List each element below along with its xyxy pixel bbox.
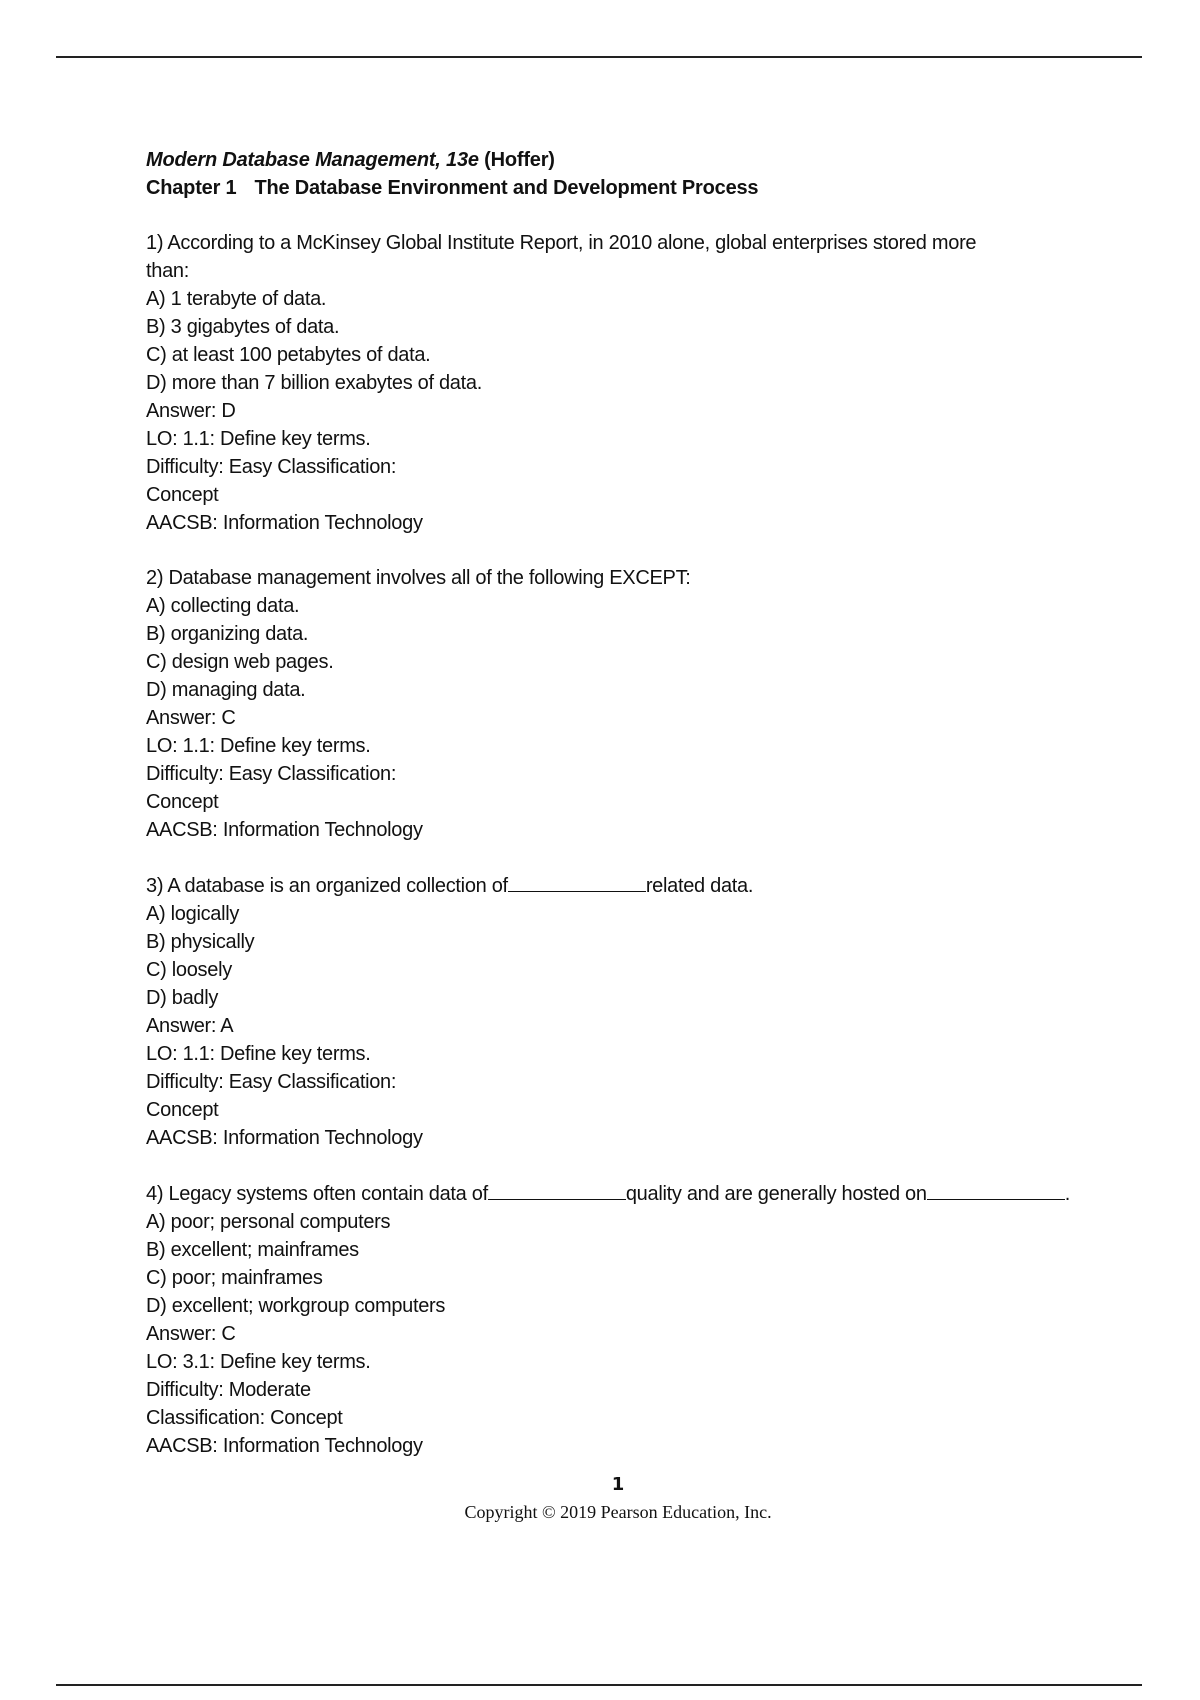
option-d: D) more than 7 billion exabytes of data. <box>146 372 482 394</box>
chapter-label: Chapter 1 <box>146 177 237 199</box>
option-b: B) 3 gigabytes of data. <box>146 316 340 338</box>
answer: Answer: C <box>146 707 236 729</box>
prompt-before-blank: 3) A database is an organized collection of <box>146 875 508 897</box>
option-a: A) 1 terabyte of data. <box>146 288 327 310</box>
chapter-name: The Database Environment and Development Process <box>254 177 759 199</box>
bottom-rule <box>56 1684 1142 1686</box>
learning-objective: LO: 1.1: Define key terms. <box>146 1043 371 1065</box>
chapter-title <box>146 174 1106 202</box>
option-b: B) physically <box>146 931 255 953</box>
top-rule <box>56 56 1142 58</box>
aacsb: AACSB: Information Technology <box>146 512 423 534</box>
option-d: D) badly <box>146 987 219 1009</box>
fill-in-blank-1 <box>488 1179 626 1200</box>
page-content <box>146 146 1106 1460</box>
option-a: A) collecting data. <box>146 595 300 617</box>
option-d: D) managing data. <box>146 679 306 701</box>
book-title-author: (Hoffer) <box>484 149 555 171</box>
page-number: 1 <box>611 1474 625 1495</box>
question-prompt: 2) Database management involves all of the following EXCEPT: <box>146 567 691 589</box>
book-title <box>146 146 1106 174</box>
classification: Concept <box>146 1099 219 1121</box>
answer: Answer: A <box>146 1015 234 1037</box>
option-c: C) at least 100 petabytes of data. <box>146 344 431 366</box>
question-prompt <box>146 1179 1106 1208</box>
classification: Concept <box>146 484 219 506</box>
question-4 <box>146 1179 1106 1460</box>
classification: Concept <box>146 791 219 813</box>
prompt-after-blank: related data. <box>645 875 754 897</box>
option-d: D) excellent; workgroup computers <box>146 1295 446 1317</box>
option-c: C) loosely <box>146 959 232 981</box>
question-prompt: 1) According to a McKinsey Global Institute Report, in 2010 alone, global enterprises stored more than: <box>146 232 977 282</box>
fill-in-blank-2 <box>927 1179 1065 1200</box>
learning-objective: LO: 1.1: Define key terms. <box>146 735 371 757</box>
difficulty: Difficulty: Moderate <box>146 1379 311 1401</box>
learning-objective: LO: 3.1: Define key terms. <box>146 1351 371 1373</box>
answer: Answer: C <box>146 1323 236 1345</box>
option-c: C) design web pages. <box>146 651 334 673</box>
option-a: A) logically <box>146 903 240 925</box>
prompt-between-blanks: quality and are generally hosted on <box>625 1183 927 1205</box>
prompt-before-blank: 4) Legacy systems often contain data of <box>146 1183 488 1205</box>
question-2 <box>146 564 1106 844</box>
classification: Classification: Concept <box>146 1407 343 1429</box>
learning-objective: LO: 1.1: Define key terms. <box>146 428 371 450</box>
aacsb: AACSB: Information Technology <box>146 1435 423 1457</box>
difficulty: Difficulty: Easy Classification: <box>146 1071 397 1093</box>
answer: Answer: D <box>146 400 236 422</box>
option-b: B) organizing data. <box>146 623 309 645</box>
question-3 <box>146 871 1106 1152</box>
question-prompt <box>146 871 1106 900</box>
prompt-after-blank: . <box>1064 1183 1070 1205</box>
option-c: C) poor; mainframes <box>146 1267 323 1289</box>
aacsb: AACSB: Information Technology <box>146 1127 423 1149</box>
aacsb: AACSB: Information Technology <box>146 819 423 841</box>
difficulty: Difficulty: Easy Classification: <box>146 763 397 785</box>
book-title-name: Modern Database Management, 13e <box>146 149 479 171</box>
option-a: A) poor; personal computers <box>146 1211 391 1233</box>
option-b: B) excellent; mainframes <box>146 1239 359 1261</box>
fill-in-blank <box>508 871 646 892</box>
difficulty: Difficulty: Easy Classification: <box>146 456 397 478</box>
question-1 <box>146 229 1106 537</box>
copyright-notice: Copyright © 2019 Pearson Education, Inc. <box>464 1502 772 1522</box>
